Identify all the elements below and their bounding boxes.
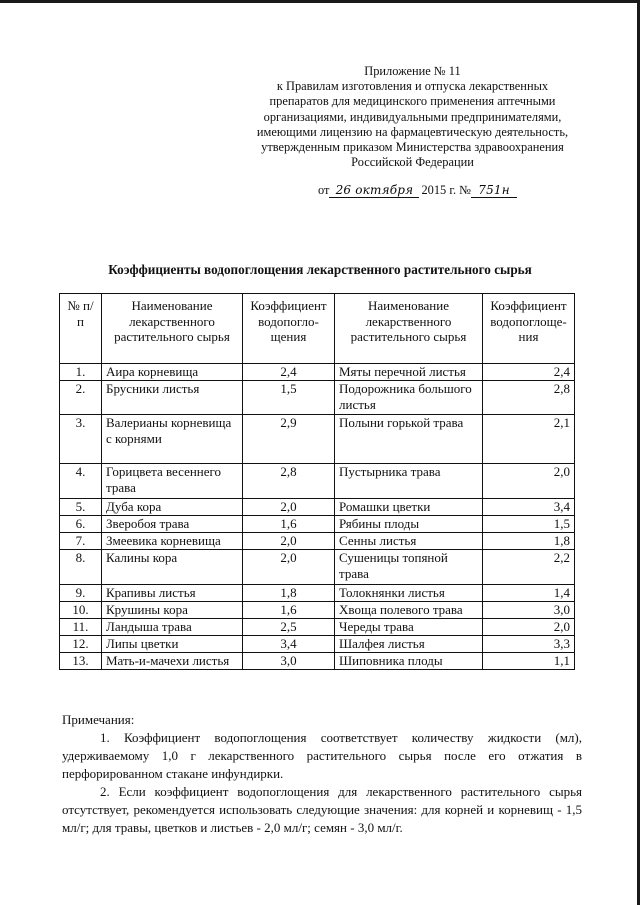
plant-name-left: Дуба кора (102, 499, 243, 516)
plant-name-left: Зверобоя трава (102, 516, 243, 533)
header-plant-name-left: Наименование лекарственного растительного сырья (102, 294, 243, 364)
table-header-row (60, 294, 575, 364)
table-row (60, 516, 575, 533)
note-item: 2. Если коэффициент водопоглощения для лекарственного растительного сырья отсутствует, рекомендуется использовать следующие значения: для корней и корневищ - 1,5 мл/г; для травы, цветков и листьев - 2,0 мл/г; семян - 3,0 мл/г. (62, 784, 582, 835)
table-row (60, 381, 575, 415)
coefficient-right: 2,1 (483, 415, 575, 464)
coefficient-left: 3,0 (243, 653, 335, 670)
coefficient-left: 2,8 (243, 464, 335, 499)
order-date-blank (329, 183, 419, 198)
table-row (60, 364, 575, 381)
row-number: 1. (60, 364, 102, 381)
row-number: 7. (60, 533, 102, 550)
plant-name-right: Толокнянки листья (335, 585, 483, 602)
plant-name-right: Рябины плоды (335, 516, 483, 533)
order-date-handwritten: 26 октября (335, 183, 414, 197)
plant-name-right: Подорожника большого листья (335, 381, 483, 415)
plant-name-left: Мать-и-мачехи листья (102, 653, 243, 670)
header-coefficient-right: Коэффициент водопоглоще-ния (483, 294, 575, 364)
plant-name-right: Ромашки цветки (335, 499, 483, 516)
coefficient-left: 1,6 (243, 516, 335, 533)
plant-name-left: Липы цветки (102, 636, 243, 653)
coefficient-right: 1,4 (483, 585, 575, 602)
row-number: 12. (60, 636, 102, 653)
coefficient-right: 2,4 (483, 364, 575, 381)
plant-name-right: Череды трава (335, 619, 483, 636)
table-row (60, 415, 575, 464)
note-item: 1. Коэффициент водопоглощения соответствует количеству жидкости (мл), удерживаемому 1,0 г лекарственного растительного сырья после его отжатия в перфорированном стакане инфундирки. (62, 730, 582, 781)
header-line: препаратов для медицинского применения аптечными (269, 94, 556, 109)
document-title: Коэффициенты водопоглощения лекарственного растительного сырья (108, 262, 532, 277)
coefficient-left: 2,9 (243, 415, 335, 464)
coefficient-right: 2,0 (483, 619, 575, 636)
table-row (60, 585, 575, 602)
coefficient-left: 1,8 (243, 585, 335, 602)
coefficient-right: 3,3 (483, 636, 575, 653)
order-prefix: от (318, 183, 330, 197)
header-line: организациями, индивидуальными предпринимателями, (263, 109, 562, 124)
plant-name-left: Горицвета весеннего трава (102, 464, 243, 499)
order-number-handwritten: 751н (478, 183, 510, 197)
plant-name-right: Пустырника трава (335, 464, 483, 499)
row-number: 6. (60, 516, 102, 533)
row-number: 9. (60, 585, 102, 602)
plant-name-right: Шиповника плоды (335, 653, 483, 670)
row-number: 13. (60, 653, 102, 670)
scan-border-top (0, 0, 640, 3)
coefficient-left: 2,0 (243, 533, 335, 550)
order-year: 2015 г. № (421, 183, 472, 197)
header-coefficient-left: Коэффициент водопогло-щения (243, 294, 335, 364)
table-row (60, 550, 575, 585)
coefficient-left: 2,0 (243, 499, 335, 516)
coefficient-right: 3,4 (483, 499, 575, 516)
plant-name-left: Змеевика корневища (102, 533, 243, 550)
row-number: 4. (60, 464, 102, 499)
coefficient-left: 1,6 (243, 602, 335, 619)
coefficient-right: 1,8 (483, 533, 575, 550)
header-line: Приложение № 11 (364, 64, 461, 78)
row-number: 2. (60, 381, 102, 415)
header-line: утвержденным приказом Министерства здравоохранения (261, 140, 564, 155)
order-reference (318, 183, 517, 198)
coefficient-left: 2,5 (243, 619, 335, 636)
table-row (60, 602, 575, 619)
row-number: 11. (60, 619, 102, 636)
plant-name-right: Полыни горькой трава (335, 415, 483, 464)
notes-section (62, 711, 582, 837)
coefficient-right: 2,8 (483, 381, 575, 415)
coefficient-table (59, 293, 575, 670)
row-number: 10. (60, 602, 102, 619)
plant-name-left: Ландыша трава (102, 619, 243, 636)
row-number: 5. (60, 499, 102, 516)
plant-name-left: Калины кора (102, 550, 243, 585)
plant-name-right: Сушеницы топяной трава (335, 550, 483, 585)
coefficient-left: 2,0 (243, 550, 335, 585)
plant-name-left: Аира корневища (102, 364, 243, 381)
table-row (60, 636, 575, 653)
coefficient-right: 1,5 (483, 516, 575, 533)
header-plant-name-right: Наименование лекарственного растительного сырья (335, 294, 483, 364)
notes-heading: Примечания: (62, 712, 135, 727)
header-line: Российской Федерации (351, 155, 474, 170)
plant-name-left: Брусники листья (102, 381, 243, 415)
row-number: 3. (60, 415, 102, 464)
header-line: к Правилам изготовления и отпуска лекарственных (276, 79, 549, 94)
header-number: № п/п (60, 294, 102, 364)
coefficient-right: 1,1 (483, 653, 575, 670)
plant-name-right: Хвоща полевого трава (335, 602, 483, 619)
coefficient-right: 2,0 (483, 464, 575, 499)
plant-name-right: Мяты перечной листья (335, 364, 483, 381)
coefficient-right: 2,2 (483, 550, 575, 585)
table-body (60, 364, 575, 670)
table-row (60, 499, 575, 516)
table-row (60, 464, 575, 499)
plant-name-right: Шалфея листья (335, 636, 483, 653)
row-number: 8. (60, 550, 102, 585)
coefficient-left: 2,4 (243, 364, 335, 381)
plant-name-left: Крапивы листья (102, 585, 243, 602)
table-row (60, 653, 575, 670)
appendix-header (240, 64, 585, 170)
plant-name-left: Валерианы корневища с корнями (102, 415, 243, 464)
coefficient-left: 3,4 (243, 636, 335, 653)
plant-name-left: Крушины кора (102, 602, 243, 619)
coefficient-right: 3,0 (483, 602, 575, 619)
coefficient-left: 1,5 (243, 381, 335, 415)
order-number-blank (471, 183, 517, 198)
table-row (60, 533, 575, 550)
header-line: имеющими лицензию на фармацевтическую деятельность, (256, 124, 569, 139)
table-row (60, 619, 575, 636)
plant-name-right: Сенны листья (335, 533, 483, 550)
